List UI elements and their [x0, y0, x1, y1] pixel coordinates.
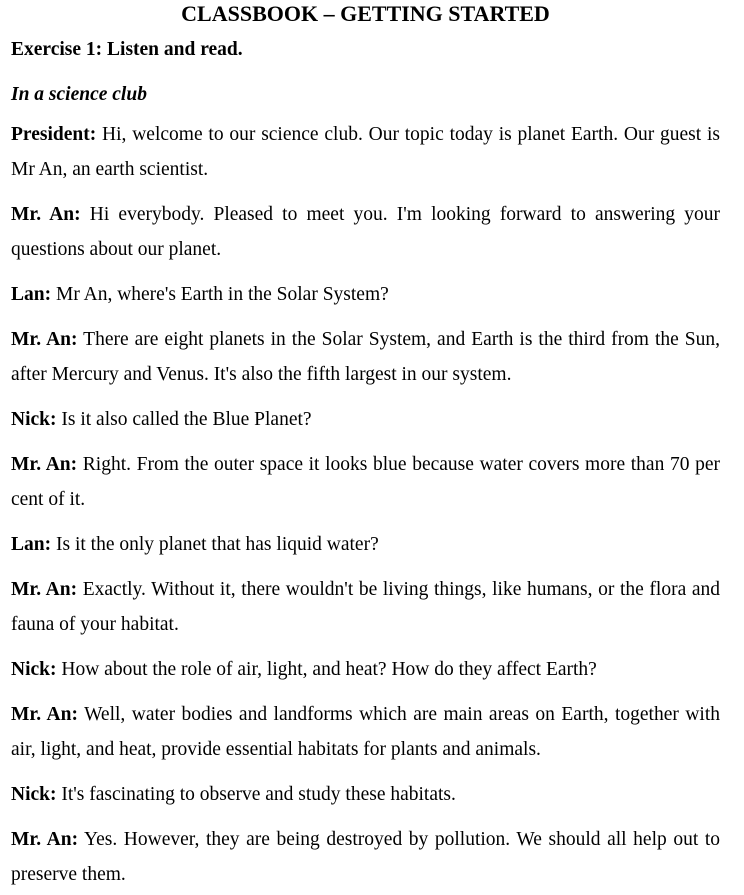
speaker-name: Nick: — [11, 409, 57, 430]
dialogue-line — [11, 277, 720, 312]
dialogue-text: Is it the only planet that has liquid water? — [55, 534, 379, 555]
speaker-name: Lan: — [11, 284, 52, 305]
speaker-name: President: — [11, 124, 97, 145]
scene-heading: In a science club — [11, 84, 147, 105]
dialogue-line — [11, 117, 720, 187]
dialogue-text: Exactly. Without it, there wouldn't be living things, like humans, or the flora and fauna of your habitat. — [11, 579, 721, 635]
page-title: CLASSBOOK – GETTING STARTED — [181, 1, 550, 26]
speaker-name: Nick: — [11, 784, 57, 805]
dialogue-line — [11, 652, 720, 687]
speaker-name: Mr. An: — [11, 454, 78, 475]
speaker-name: Lan: — [11, 534, 52, 555]
dialogue-text: Is it also called the Blue Planet? — [61, 409, 312, 430]
dialogue-text: It's fascinating to observe and study these habitats. — [61, 784, 456, 805]
dialogue-text: Yes. However, they are being destroyed by pollution. We should all help out to preserve them. — [11, 829, 720, 885]
dialogue-text: Right. From the outer space it looks blue because water covers more than 70 per cent of it. — [11, 454, 720, 510]
dialogue-line — [11, 197, 720, 267]
speaker-name: Nick: — [11, 659, 57, 680]
dialogue-text: How about the role of air, light, and heat? How do they affect Earth? — [61, 659, 597, 680]
dialogue-line — [11, 322, 720, 392]
dialogue — [11, 117, 720, 892]
dialogue-text: Well, water bodies and landforms which are main areas on Earth, together with air, light, and heat, provide essential habitats for plants and animals. — [11, 704, 720, 760]
dialogue-line — [11, 822, 720, 892]
dialogue-line — [11, 447, 720, 517]
speaker-name: Mr. An: — [11, 704, 78, 725]
dialogue-line — [11, 777, 720, 812]
dialogue-text: Hi everybody. Pleased to meet you. I'm looking forward to answering your questions about our planet. — [11, 204, 721, 260]
speaker-name: Mr. An: — [11, 204, 81, 225]
dialogue-text: Mr An, where's Earth in the Solar System? — [55, 284, 389, 305]
dialogue-line — [11, 527, 720, 562]
dialogue-text: Hi, welcome to our science club. Our topic today is planet Earth. Our guest is Mr An, an earth scientist. — [11, 124, 720, 180]
dialogue-line — [11, 572, 720, 642]
dialogue-text: There are eight planets in the Solar System, and Earth is the third from the Sun, after Mercury and Venus. It's also the fifth largest in our system. — [11, 329, 721, 385]
speaker-name: Mr. An: — [11, 579, 78, 600]
dialogue-line — [11, 402, 720, 437]
speaker-name: Mr. An: — [11, 829, 79, 850]
exercise-heading: Exercise 1: Listen and read. — [11, 39, 243, 60]
dialogue-line — [11, 697, 720, 767]
speaker-name: Mr. An: — [11, 329, 78, 350]
